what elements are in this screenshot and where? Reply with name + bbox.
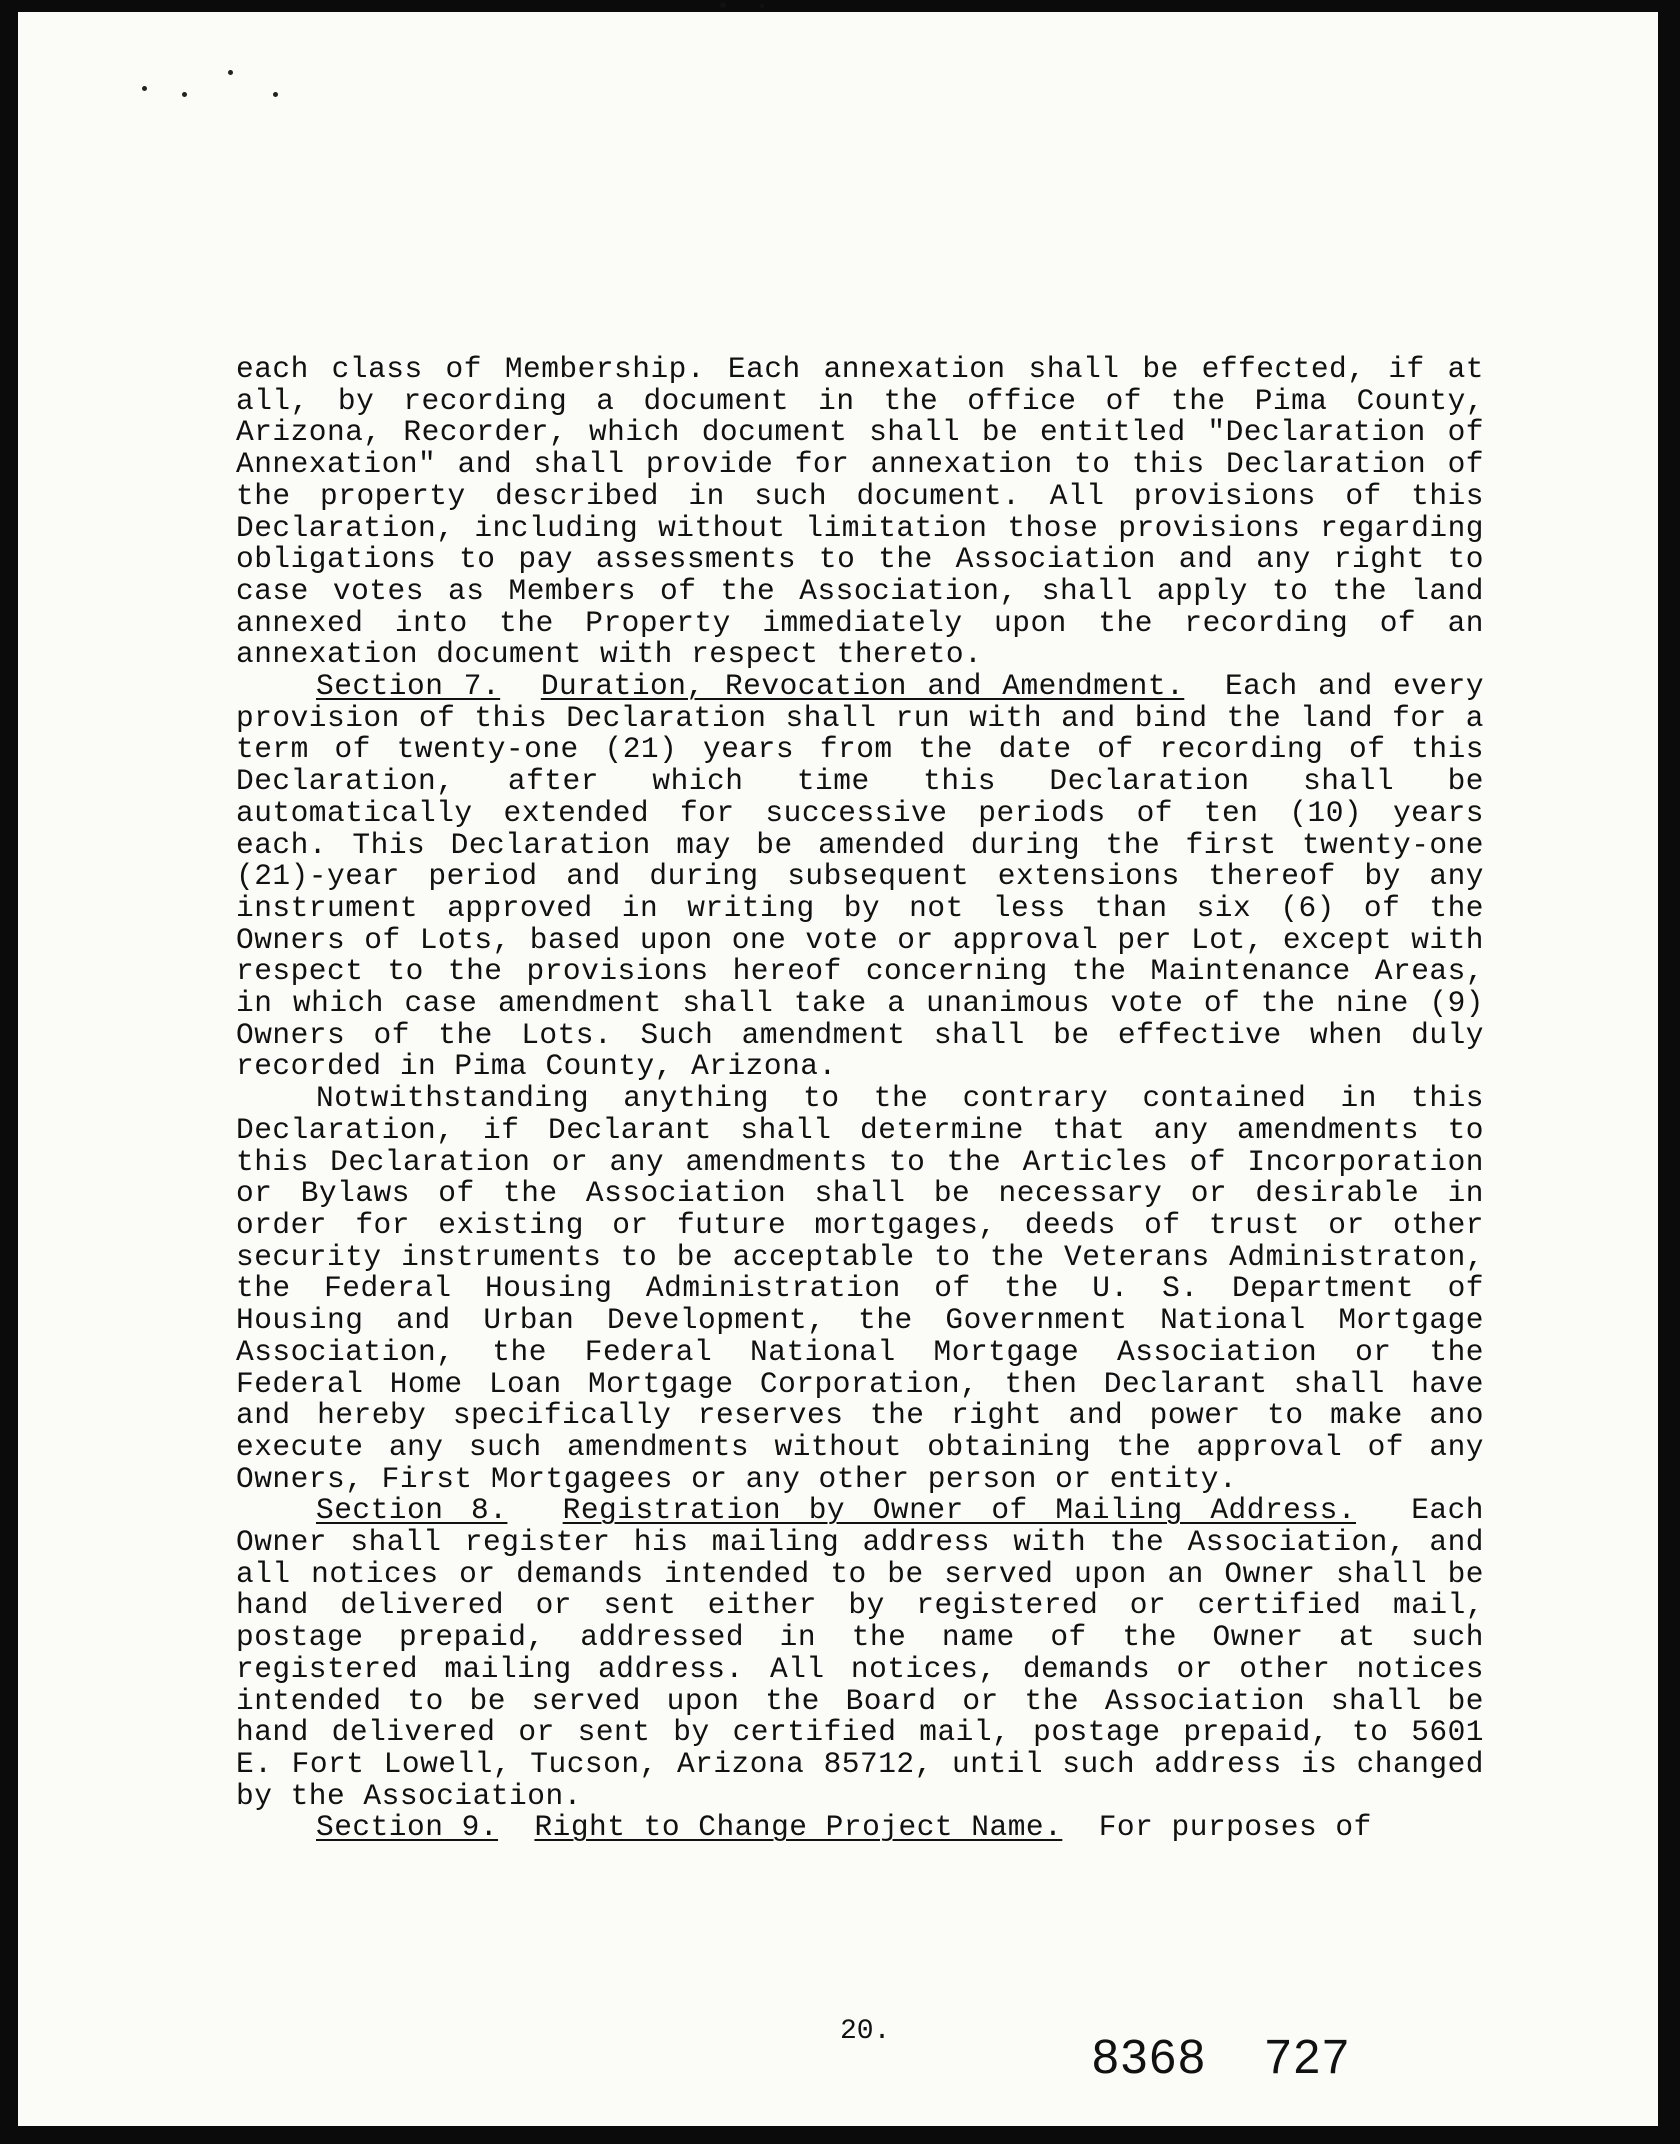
paragraph-text: each class of Membership. Each annexation shall be effected, if at all, by recording a document in the office of the Pima County, Arizona, Recorder, which document shall be entitled "Declaration of Annexation" and shall provide for annexation to this Declaration of the property described in such document. All provisions of this Declaration, including without limitation those provisions regarding obligations to pay assessments to the Association and any right to case votes as Members of the Association, shall apply to the land annexed into the Property immediately upon the recording of an annexation document with respect thereto. xyxy=(236,352,1484,672)
body-text xyxy=(236,354,1484,1844)
paragraph-text: Each Owner shall register his mailing address with the Association, and all notices or demands intended to be served upon an Owner shall be hand delivered or sent either by registered or certified mail, postage prepaid, addressed in the name of the Owner at such registered mailing address. All notices, demands or other notices intended to be served upon the Board or the Association shall be hand delivered or sent by certified mail, postage prepaid, to 5601 E. Fort Lowell, Tucson, Arizona 85712, until such address is changed by the Association. xyxy=(236,1493,1485,1813)
section-heading: Right to Change Project Name. xyxy=(534,1810,1063,1845)
paragraph-section-7 xyxy=(236,671,1484,1083)
section-heading: Registration by Owner of Mailing Address. xyxy=(562,1493,1356,1528)
document-page xyxy=(18,12,1658,2126)
section-number: Section 9. xyxy=(316,1810,499,1845)
paragraph-section-8 xyxy=(236,1495,1484,1812)
section-number: Section 8. xyxy=(316,1493,508,1528)
paragraph-section-9 xyxy=(236,1812,1484,1844)
recording-stamp xyxy=(1092,2030,1351,2085)
stamp-page-number: 727 xyxy=(1264,2031,1351,2084)
section-number: Section 7. xyxy=(316,669,501,704)
scan-edge-mark xyxy=(760,4,764,8)
paragraph-annexation xyxy=(236,354,1484,671)
page-number: 20. xyxy=(840,2016,891,2047)
stamp-book-number: 8368 xyxy=(1092,2031,1207,2084)
section-heading: Duration, Revocation and Amendment. xyxy=(540,669,1185,704)
paragraph-notwithstanding xyxy=(236,1083,1484,1495)
paragraph-text: Notwithstanding anything to the contrary contained in this Declaration, if Declarant shall determine that any amendments to this Declaration or any amendments to the Articles of Incorporation or Bylaws of the Association shall be necessary or desirable in order for existing or future mortgages, deeds of trust or other security instruments to be acceptable to the Veterans Administraton, the Federal Housing Administration of the U. S. Department of Housing and Urban Development, the Government National Mortgage Association, the Federal National Mortgage Association or the Federal Home Loan Mortgage Corporation, then Declarant shall have and hereby specifically reserves the right and power to make ano execute any such amendments without obtaining the approval of any Owners, First Mortgagees or any other person or entity. xyxy=(236,1081,1484,1496)
scan-edge-mark xyxy=(720,2,726,8)
paragraph-text: Each and every provision of this Declaration shall run with and bind the land for a term of twenty-one (21) years from the date of recording of this Declaration, after which time this Declaration shall be automatically extended for successive periods of ten (10) years each. This Declaration may be amended during the first twenty-one (21)-year period and during subsequent extensions thereof by any instrument approved in writing by not less than six (6) of the Owners of Lots, based upon one vote or approval per Lot, except with respect to the provisions hereof concerning the Maintenance Areas, in which case amendment shall take a unanimous vote of the nine (9) Owners of the Lots. Such amendment shall be effective when duly recorded in Pima County, Arizona. xyxy=(236,669,1485,1084)
paragraph-text: For purposes of xyxy=(1098,1810,1372,1845)
